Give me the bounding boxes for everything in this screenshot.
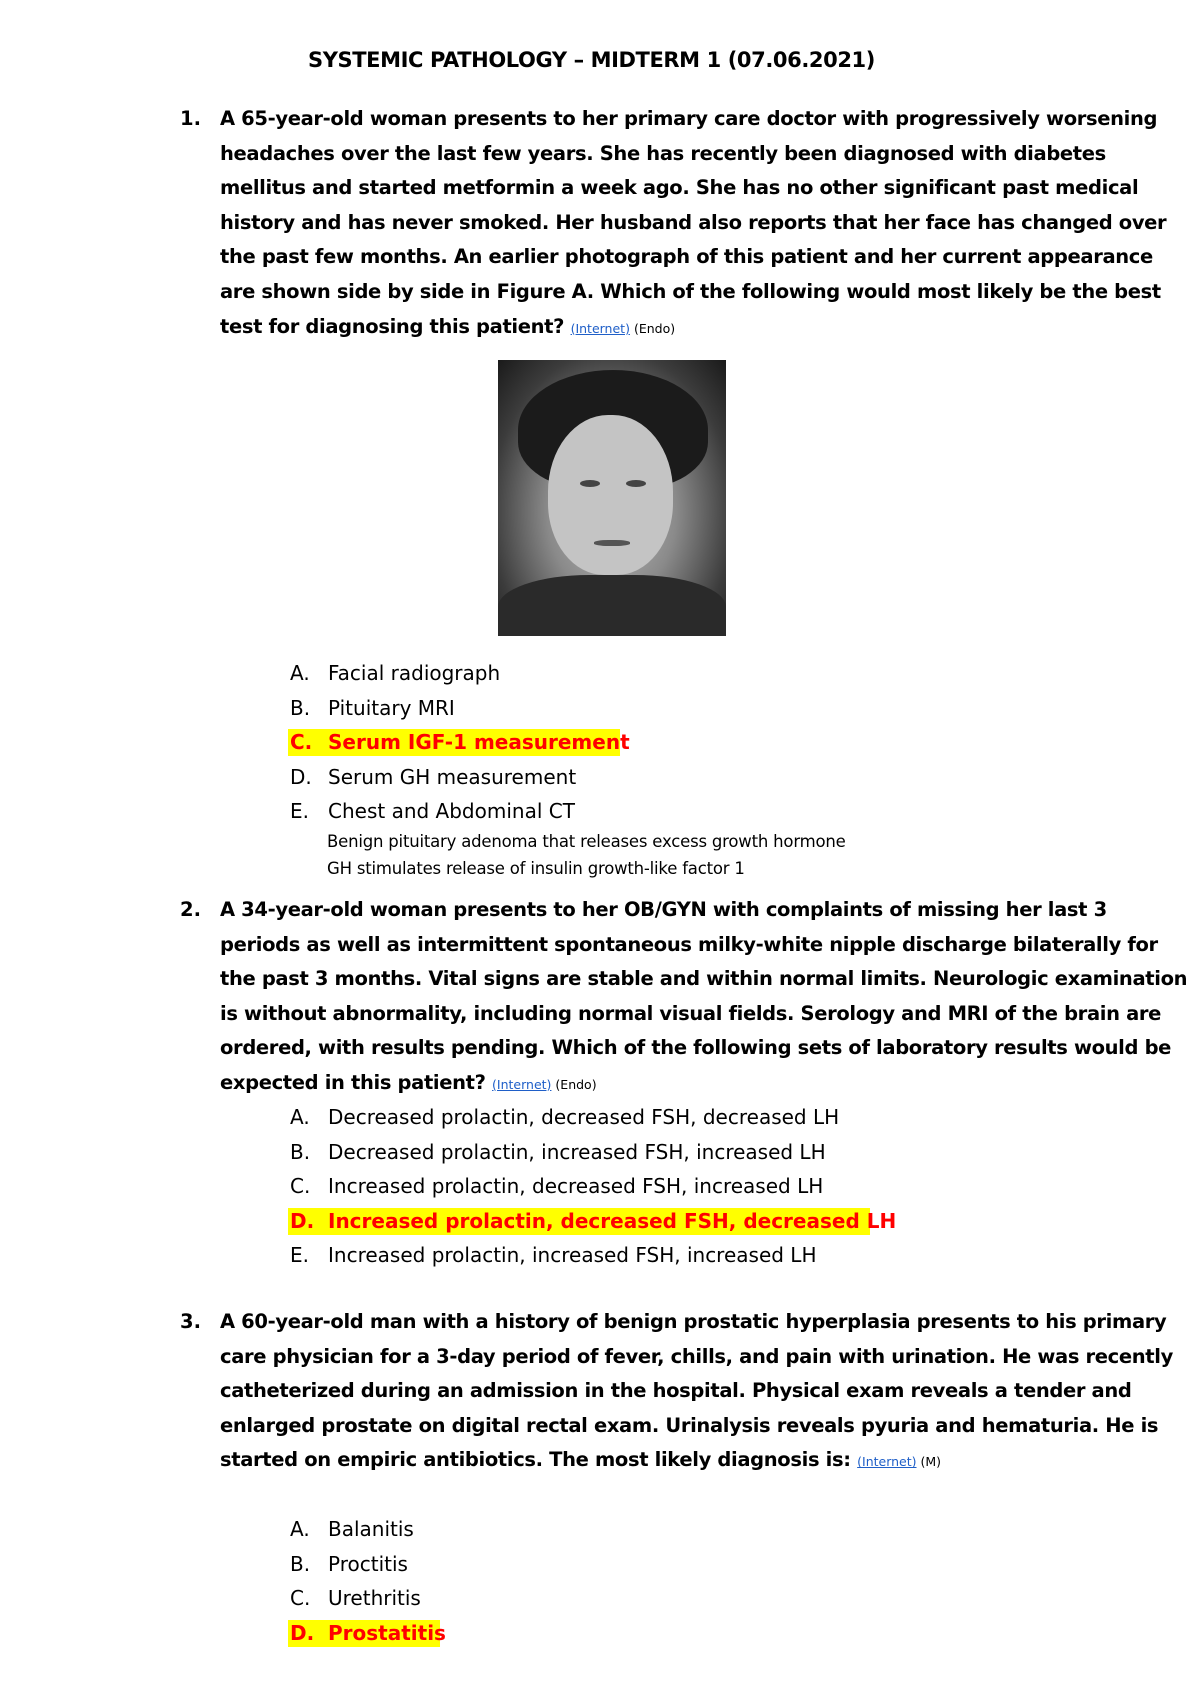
source-link[interactable]: (Internet) bbox=[492, 1076, 552, 1092]
category-tag: (Endo) bbox=[633, 320, 676, 336]
option-d[interactable]: D. Serum GH measurement bbox=[290, 764, 577, 789]
option-e[interactable]: E. Chest and Abdominal CT bbox=[290, 799, 575, 824]
question-text: A 65-year-old woman presents to her primary care doctor with progressively worsening headaches over the last few years. She has recently been diagnosed with diabetes mellitus and started metformin a week ago. She has no other significant past medical history and has never smoked. Her husband also reports that her face has changed over the past few months. An earlier photograph of this patient and her current appearance are shown side by side in Figure A. Which of the following would most likely be the best test for diagnosing this patient? bbox=[220, 107, 1167, 338]
category-tag: (M) bbox=[920, 1454, 942, 1470]
explanation-note: GH stimulates release of insulin growth-like factor 1 bbox=[327, 859, 745, 878]
question-2 bbox=[180, 893, 1190, 1103]
question-text: A 34-year-old woman presents to her OB/GYN with complaints of missing her last 3 periods as well as intermittent spontaneous milky-white nipple discharge bilaterally for the past 3 months. Vital signs are stable and within normal limits. Neurologic examination is without abnormality, including normal visual fields. Serology and MRI of the brain are ordered, with results pending. Which of the following sets of laboratory results would be expected in this patient? bbox=[220, 898, 1188, 1094]
question-1 bbox=[180, 102, 1190, 346]
option-a[interactable]: A. Balanitis bbox=[290, 1517, 414, 1541]
question-number: 3. bbox=[180, 1310, 201, 1333]
option-a[interactable]: A. Decreased prolactin, decreased FSH, decreased LH bbox=[290, 1105, 840, 1129]
option-d-correct[interactable]: D. Increased prolactin, decreased FSH, decreased LH bbox=[290, 1208, 897, 1233]
options-q2 bbox=[290, 1100, 1190, 1273]
question-number: 2. bbox=[180, 898, 201, 921]
category-tag: (Endo) bbox=[555, 1076, 597, 1092]
option-d-correct[interactable]: D. Prostatitis bbox=[290, 1620, 446, 1645]
option-c-correct[interactable]: C. Serum IGF-1 measurement bbox=[290, 730, 630, 755]
options-q3 bbox=[290, 1512, 1190, 1650]
patient-photo bbox=[498, 360, 726, 636]
source-link[interactable]: (Internet) bbox=[570, 320, 630, 336]
source-link[interactable]: (Internet) bbox=[857, 1454, 917, 1470]
option-c[interactable]: C. Urethritis bbox=[290, 1586, 421, 1611]
options-q1 bbox=[290, 656, 1190, 829]
question-3 bbox=[180, 1305, 1190, 1480]
question-text: A 60-year-old man with a history of benign prostatic hyperplasia presents to his primary care physician for a 3-day period of fever, chills, and pain with urination. He was recently catheterized during an admission in the hospital. Physical exam reveals a tender and enlarged prostate on digital rectal exam. Urinalysis reveals pyuria and hematuria. He is started on empiric antibiotics. The most likely diagnosis is: bbox=[220, 1310, 1173, 1472]
option-b[interactable]: B. Pituitary MRI bbox=[290, 695, 455, 720]
option-c[interactable]: C. Increased prolactin, decreased FSH, increased LH bbox=[290, 1174, 824, 1199]
option-a[interactable]: A. Facial radiograph bbox=[290, 661, 501, 685]
option-e[interactable]: E. Increased prolactin, increased FSH, increased LH bbox=[290, 1243, 817, 1268]
explanation-note: Benign pituitary adenoma that releases excess growth hormone bbox=[327, 832, 846, 851]
page-title: SYSTEMIC PATHOLOGY – MIDTERM 1 (07.06.2021) bbox=[308, 48, 875, 72]
option-b[interactable]: B. Proctitis bbox=[290, 1551, 408, 1576]
option-b[interactable]: B. Decreased prolactin, increased FSH, increased LH bbox=[290, 1139, 826, 1164]
question-number: 1. bbox=[180, 107, 201, 130]
